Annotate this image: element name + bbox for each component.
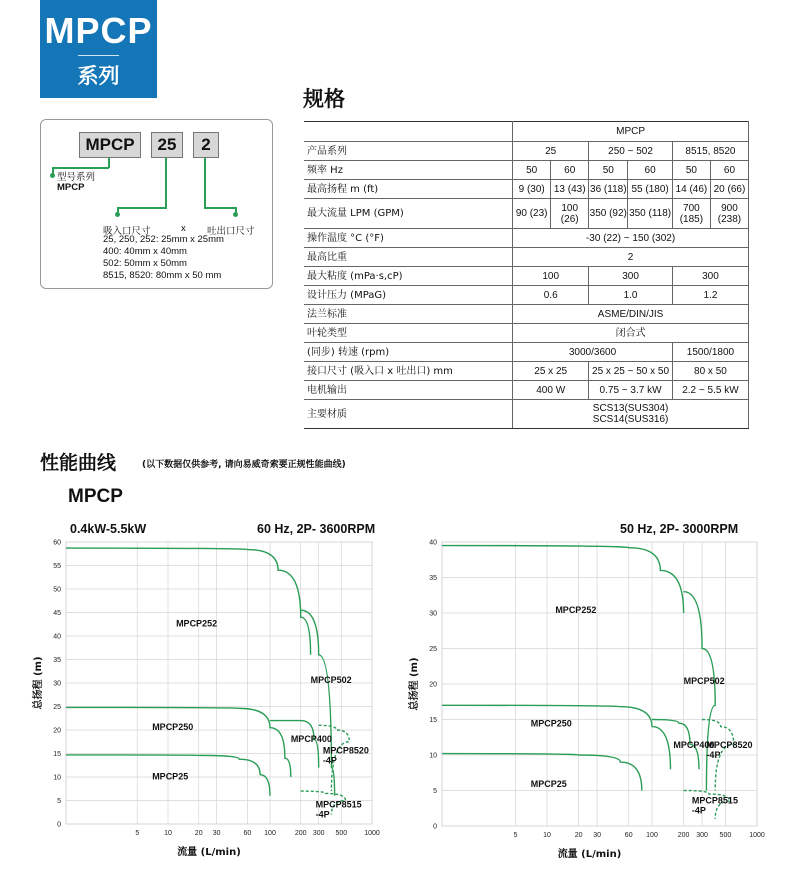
- series-label: MPCP8515 -4P: [691, 795, 738, 816]
- x-tick-label: 100: [646, 832, 658, 839]
- cell: 0.75 ~ 3.7 kW: [589, 381, 673, 400]
- series-tag: [40, 0, 157, 98]
- y-tick-label: 40: [429, 539, 437, 547]
- series-label: MPCP250: [530, 718, 572, 729]
- cell: 13 (43): [551, 180, 589, 199]
- table-row: [304, 343, 749, 362]
- x-tick-label: 500: [719, 832, 732, 839]
- cell: 400 W: [513, 381, 589, 400]
- cell: 14 (46): [672, 180, 710, 199]
- series-label: MPCP400: [673, 739, 715, 750]
- outlet-size-label: 吐出口尺寸: [207, 226, 255, 237]
- series-label: MPCP25: [530, 778, 567, 789]
- x-tick-label: 30: [212, 830, 221, 837]
- chart-60hz: [0, 530, 400, 874]
- row-label: 接口尺寸 (吸入口 x 吐出口) mm: [304, 362, 513, 381]
- y-tick-label: 15: [429, 717, 437, 724]
- cell: ASME/DIN/JIS: [513, 305, 749, 324]
- cell: 25: [513, 142, 589, 161]
- cell: 8515, 8520: [672, 142, 748, 161]
- series-label: MPCP252: [555, 605, 597, 615]
- y-tick-label: 60: [53, 539, 61, 547]
- cell: 2.2 ~ 5.5 kW: [672, 381, 748, 400]
- table-header: MPCP: [513, 122, 749, 142]
- row-label: 主要材质: [304, 400, 513, 429]
- cell: 80 x 50: [672, 362, 748, 381]
- y-tick-label: 25: [53, 704, 61, 711]
- y-tick-label: 30: [429, 610, 437, 618]
- series-label: MPCP502: [310, 675, 352, 685]
- row-label: 设计压力 (MPaG): [304, 286, 513, 305]
- series-model: MPCP: [44, 10, 153, 51]
- series-label: MPCP250: [152, 722, 194, 732]
- size-line-1: 25, 250, 252: 25mm x 25mm: [103, 234, 224, 245]
- size-line-4: 8515, 8520: 80mm x 50 mm: [103, 270, 222, 281]
- perf-title: 性能曲线: [40, 452, 117, 474]
- cell: 2: [513, 248, 749, 267]
- table-row: [304, 305, 749, 324]
- x-tick-label: 5: [513, 832, 518, 839]
- row-label: 叶轮类型: [304, 324, 513, 343]
- code-part-outlet: 2: [193, 132, 219, 158]
- x-tick-label: 60: [243, 830, 252, 837]
- y-axis-title: 总扬程 (m): [409, 657, 420, 711]
- row-label: 操作温度 °C (°F): [304, 229, 513, 248]
- model-series-value: MPCP: [57, 182, 85, 193]
- perf-note: (以下数据仅供参考, 请向易威奇索要正规性能曲线): [142, 460, 346, 470]
- cell: 55 (180): [628, 180, 673, 199]
- y-tick-label: 45: [53, 610, 61, 617]
- cell: 50: [513, 161, 551, 180]
- cell: [513, 400, 749, 429]
- table-row: [304, 362, 749, 381]
- table-row: [304, 229, 749, 248]
- x-axis-title: 流量 (L/min): [177, 847, 241, 858]
- model-series-label: 型号系列: [57, 172, 96, 183]
- x-tick-label: 100: [264, 830, 276, 837]
- table-row: [304, 286, 749, 305]
- cell: 300: [672, 267, 748, 286]
- y-tick-label: 35: [429, 575, 437, 582]
- cell: 100: [513, 267, 589, 286]
- spec-title: 规格: [303, 87, 345, 111]
- table-row: [304, 161, 749, 180]
- cell: 60: [551, 161, 589, 180]
- cell: 60: [628, 161, 673, 180]
- size-line-2: 400: 40mm x 40mm: [103, 246, 187, 257]
- table-row: [304, 267, 749, 286]
- cell: 1500/1800: [672, 343, 748, 362]
- cell: 25 x 25: [513, 362, 589, 381]
- x-tick-label: 300: [696, 832, 708, 839]
- cell: 1.0: [589, 286, 673, 305]
- spec-table: [304, 121, 749, 429]
- y-tick-label: 50: [53, 586, 61, 594]
- y-tick-label: 25: [429, 646, 437, 653]
- table-row: [304, 199, 749, 229]
- y-axis-title: 总扬程 (m): [33, 656, 44, 710]
- series-label: MPCP502: [683, 676, 725, 686]
- cell: 250 ~ 502: [589, 142, 673, 161]
- y-tick-label: 20: [429, 681, 437, 689]
- table-row: [304, 400, 749, 429]
- y-tick-label: 10: [53, 774, 61, 782]
- times-sign: x: [181, 223, 186, 234]
- x-tick-label: 1000: [364, 830, 380, 837]
- cell: 700 (185): [672, 199, 710, 229]
- x-tick-label: 500: [335, 830, 348, 837]
- cell: 闭合式: [513, 324, 749, 343]
- chart1-title: 60 Hz, 2P- 3600RPM: [257, 522, 376, 536]
- cell: -30 (22) ~ 150 (302): [513, 229, 749, 248]
- y-tick-label: 35: [53, 657, 61, 664]
- row-label: 最高扬程 m (ft): [304, 180, 513, 199]
- cell: 20 (66): [710, 180, 748, 199]
- x-tick-label: 20: [574, 832, 583, 839]
- x-tick-label: 60: [624, 832, 633, 839]
- cell: 1.2: [672, 286, 748, 305]
- y-tick-label: 30: [53, 680, 61, 688]
- cell: 60: [710, 161, 748, 180]
- series-label: MPCP8520 -4P: [706, 739, 753, 760]
- cell: 3000/3600: [513, 343, 673, 362]
- series-label: MPCP252: [176, 618, 218, 629]
- row-label: 频率 Hz: [304, 161, 513, 180]
- row-label: 最高比重: [304, 248, 513, 267]
- x-tick-label: 1000: [749, 832, 765, 839]
- x-axis-title: 流量 (L/min): [557, 849, 622, 860]
- x-tick-label: 10: [164, 830, 172, 837]
- x-tick-label: 5: [135, 830, 140, 837]
- row-label: 最大流量 LPM (GPM): [304, 199, 513, 229]
- chart1-subtitle: 0.4kW-5.5kW: [70, 522, 147, 536]
- table-row: [304, 248, 749, 267]
- cell: 90 (23): [513, 199, 551, 229]
- row-label: 法兰标准: [304, 305, 513, 324]
- y-tick-label: 0: [57, 821, 61, 829]
- x-tick-label: 10: [543, 832, 551, 839]
- x-tick-label: 20: [194, 830, 203, 837]
- table-row: [304, 122, 749, 142]
- y-tick-label: 20: [53, 727, 61, 735]
- table-row: [304, 142, 749, 161]
- chart2-title: 50 Hz, 2P- 3000RPM: [620, 522, 739, 536]
- model-code-box: [40, 119, 273, 289]
- row-label: 最大粘度 (mPa·s,cP): [304, 267, 513, 286]
- series-label: MPCP25: [152, 771, 189, 782]
- cell: 36 (118): [589, 180, 628, 199]
- table-row: [304, 381, 749, 400]
- cell: 50: [589, 161, 628, 180]
- series-label: MPCP8520 -4P: [322, 745, 369, 766]
- size-line-3: 502: 50mm x 50mm: [103, 258, 187, 269]
- y-tick-label: 55: [53, 563, 61, 570]
- series-label: MPCP8515 -4P: [315, 799, 362, 820]
- cell: 900 (238): [710, 199, 748, 229]
- material-line-2: SCS14(SUS316): [592, 414, 669, 425]
- y-tick-label: 40: [53, 633, 61, 641]
- y-tick-label: 5: [433, 788, 437, 795]
- code-part-inlet: 25: [151, 132, 183, 158]
- cell: 25 x 25 ~ 50 x 50: [589, 362, 673, 381]
- material-line-1: SCS13(SUS304): [592, 403, 669, 414]
- x-tick-label: 200: [294, 830, 307, 837]
- model-heading: MPCP: [68, 486, 123, 507]
- y-tick-label: 5: [57, 798, 61, 805]
- x-tick-label: 300: [312, 830, 325, 837]
- cell: 9 (30): [513, 180, 551, 199]
- y-tick-label: 0: [433, 823, 437, 831]
- x-tick-label: 200: [677, 832, 690, 839]
- cell: 50: [672, 161, 710, 180]
- code-part-model: MPCP: [79, 132, 141, 158]
- cell: 350 (118): [628, 199, 673, 229]
- y-tick-label: 15: [53, 751, 61, 758]
- cell: 350 (92): [589, 199, 628, 229]
- chart-50hz: [400, 530, 801, 874]
- table-row: [304, 324, 749, 343]
- series-label: MPCP400: [290, 733, 332, 744]
- inlet-size-label: 吸入口尺寸: [103, 226, 151, 237]
- series-suffix: 系列: [77, 64, 120, 88]
- row-label: 产品系列: [304, 142, 513, 161]
- row-label: 电机输出: [304, 381, 513, 400]
- x-tick-label: 30: [593, 832, 601, 839]
- table-row: [304, 180, 749, 199]
- y-tick-label: 10: [429, 752, 437, 760]
- cell: 300: [589, 267, 673, 286]
- row-label: (同步) 转速 (rpm): [304, 343, 513, 362]
- cell: 0.6: [513, 286, 589, 305]
- cell: 100 (26): [551, 199, 589, 229]
